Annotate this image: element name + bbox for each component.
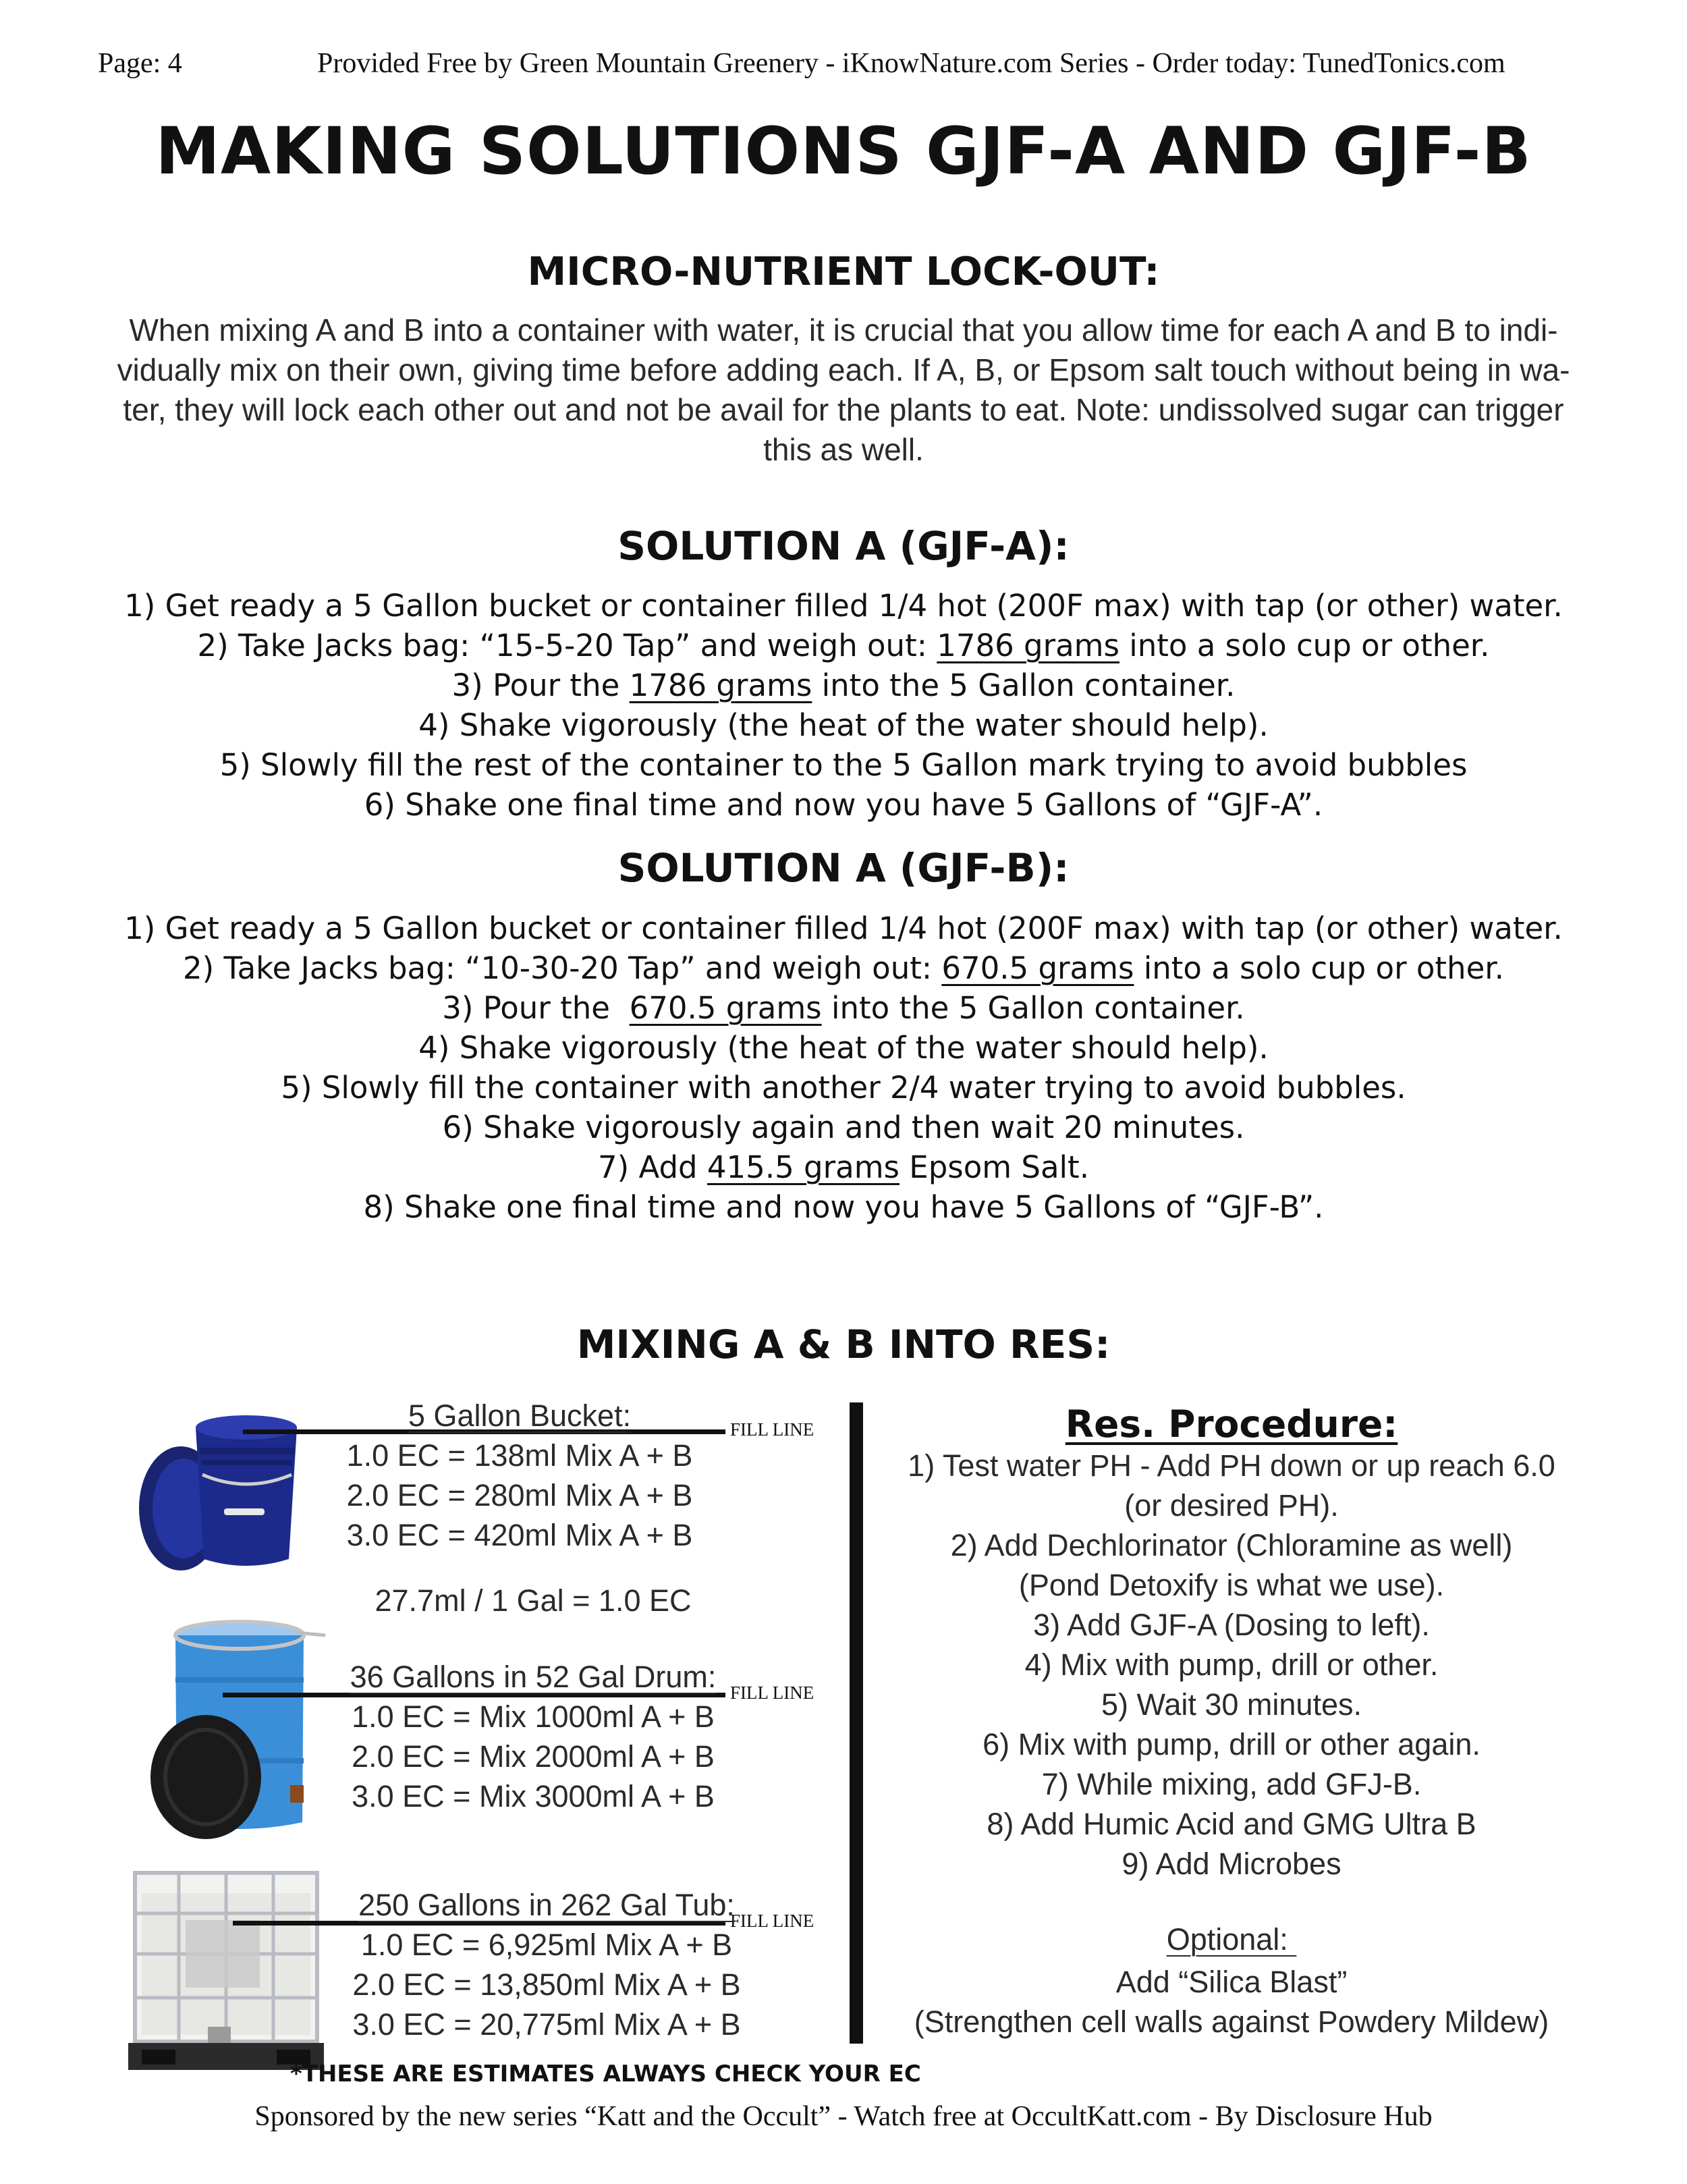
amount-grams: 1786 grams (937, 628, 1119, 663)
ratio-note: 27.7ml / 1 Gal = 1.0 EC (375, 1583, 692, 1618)
footer-sponsor: Sponsored by the new series “Katt and the Occult” - Watch free at OccultKatt.com - By Disclosure Hub (254, 2101, 1433, 2132)
list-item: 6) Shake one final time and now you have 5 Gallons of “GJF-A”. (364, 787, 1323, 823)
amount-grams: 670.5 grams (941, 950, 1134, 986)
page-title: MAKING SOLUTIONS GJF-A AND GJF-B (155, 113, 1532, 189)
list-item: Add “Silica Blast” (1115, 1965, 1348, 1999)
solution-b-steps (0, 908, 1687, 1227)
list-item: 2) Add Dechlorinator (Chloramine as well) (950, 1528, 1513, 1562)
list-item: 5) Slowly fill the rest of the container to the 5 Gallon mark trying to avoid bubbles (219, 747, 1468, 783)
estimates-note: *THESE ARE ESTIMATES ALWAYS CHECK YOUR EC (290, 2060, 921, 2087)
list-item: 2) Take Jacks bag: “10-30-20 Tap” and weigh out: 670.5 grams into a solo cup or other. (183, 950, 1504, 986)
list-item: 8) Shake one final time and now you have 5 Gallons of “GJF-B”. (363, 1189, 1324, 1225)
list-item: (or desired PH). (1124, 1488, 1339, 1523)
lockout-heading: MICRO-NUTRIENT LOCK-OUT: (527, 248, 1160, 294)
res-procedure-steps (877, 1446, 1586, 1884)
dose-line: 1.0 EC = 6,925ml Mix A + B (360, 1928, 733, 1962)
solution-b-heading: SOLUTION A (GJF-B): (617, 845, 1070, 891)
list-item: 7) While mixing, add GFJ-B. (1041, 1767, 1422, 1801)
column-divider (850, 1402, 863, 2044)
list-item: (Pond Detoxify is what we use). (1018, 1568, 1445, 1602)
list-item: 1) Test water PH - Add PH down or up reach 6.0 (908, 1448, 1555, 1483)
lockout-line: When mixing A and B into a container with water, it is crucial that you allow time for each A and B to indi- (129, 312, 1558, 348)
page-number: Page: 4 (98, 48, 182, 79)
res-procedure-title: Res. Procedure: (1065, 1402, 1398, 1446)
list-item: 9) Add Microbes (1122, 1847, 1342, 1881)
dose-line: 2.0 EC = Mix 2000ml A + B (352, 1739, 715, 1774)
drum-title: 36 Gallons in 52 Gal Drum: (350, 1660, 717, 1694)
list-item: 3) Pour the 1786 grams into the 5 Gallon container. (451, 667, 1236, 703)
tote-dosing (331, 1885, 763, 2044)
list-item: 3) Pour the 670.5 grams into the 5 Gallon container. (442, 990, 1245, 1026)
list-item: 8) Add Humic Acid and GMG Ultra B (987, 1807, 1476, 1841)
list-item: 3) Add GJF-A (Dosing to left). (1033, 1608, 1430, 1642)
drum-dosing (317, 1657, 749, 1816)
optional-label: Optional: (1166, 1922, 1297, 1957)
amount-grams: 415.5 grams (707, 1149, 900, 1185)
lockout-line: vidually mix on their own, giving time before adding each. If A, B, or Epsom salt touch without being in wa- (117, 352, 1570, 387)
dose-line: 3.0 EC = Mix 3000ml A + B (352, 1779, 715, 1813)
dose-line: 1.0 EC = Mix 1000ml A + B (352, 1699, 715, 1734)
bucket-dosing (297, 1396, 742, 1555)
list-item: 5) Wait 30 minutes. (1101, 1687, 1362, 1722)
solution-a-heading: SOLUTION A (GJF-A): (617, 523, 1070, 569)
list-item: 7) Add 415.5 grams Epsom Salt. (598, 1149, 1089, 1185)
dose-line: 3.0 EC = 420ml Mix A + B (346, 1518, 693, 1552)
solution-a-steps (0, 586, 1687, 825)
tote-title: 250 Gallons in 262 Gal Tub: (358, 1888, 735, 1922)
lockout-line: this as well. (763, 432, 924, 467)
dose-line: 2.0 EC = 280ml Mix A + B (346, 1478, 693, 1512)
list-item: 4) Shake vigorously (the heat of the water should help). (418, 707, 1269, 743)
list-item: 4) Mix with pump, drill or other. (1024, 1647, 1439, 1682)
fill-line-label: FILL LINE (730, 1419, 814, 1440)
list-item: 2) Take Jacks bag: “15-5-20 Tap” and weigh out: 1786 grams into a solo cup or other. (197, 628, 1490, 663)
tote-image (128, 1866, 324, 2075)
dose-line: 1.0 EC = 138ml Mix A + B (346, 1438, 693, 1473)
lockout-line: ter, they will lock each other out and not be avail for the plants to eat. Note: undissolved sugar can trigger (123, 392, 1564, 427)
fill-line-label: FILL LINE (730, 1911, 814, 1931)
bucket-title: 5 Gallon Bucket: (408, 1398, 632, 1433)
list-item: 4) Shake vigorously (the heat of the water should help). (418, 1030, 1269, 1066)
optional-steps (877, 1962, 1586, 2042)
dose-line: 2.0 EC = 13,850ml Mix A + B (352, 1967, 741, 2002)
list-item: (Strengthen cell walls against Powdery Mildew) (914, 2004, 1549, 2039)
list-item: 6) Shake vigorously again and then wait 20 minutes. (442, 1110, 1245, 1145)
dose-line: 3.0 EC = 20,775ml Mix A + B (352, 2007, 741, 2042)
list-item: 1) Get ready a 5 Gallon bucket or container filled 1/4 hot (200F max) with tap (or other) water. (124, 588, 1563, 624)
lockout-paragraph (101, 310, 1586, 470)
mixing-heading: MIXING A & B INTO RES: (576, 1321, 1111, 1367)
drum-image (135, 1616, 337, 1846)
header-credit: Provided Free by Green Mountain Greenery - iKnowNature.com Series - Order today: TunedTonics.com (317, 48, 1505, 79)
amount-grams: 670.5 grams (629, 990, 822, 1026)
list-item: 5) Slowly fill the container with another 2/4 water trying to avoid bubbles. (281, 1070, 1406, 1105)
list-item: 6) Mix with pump, drill or other again. (983, 1727, 1481, 1762)
fill-line-label: FILL LINE (730, 1683, 814, 1703)
amount-grams: 1786 grams (629, 667, 812, 703)
list-item: 1) Get ready a 5 Gallon bucket or container filled 1/4 hot (200F max) with tap (or other) water. (124, 910, 1563, 946)
